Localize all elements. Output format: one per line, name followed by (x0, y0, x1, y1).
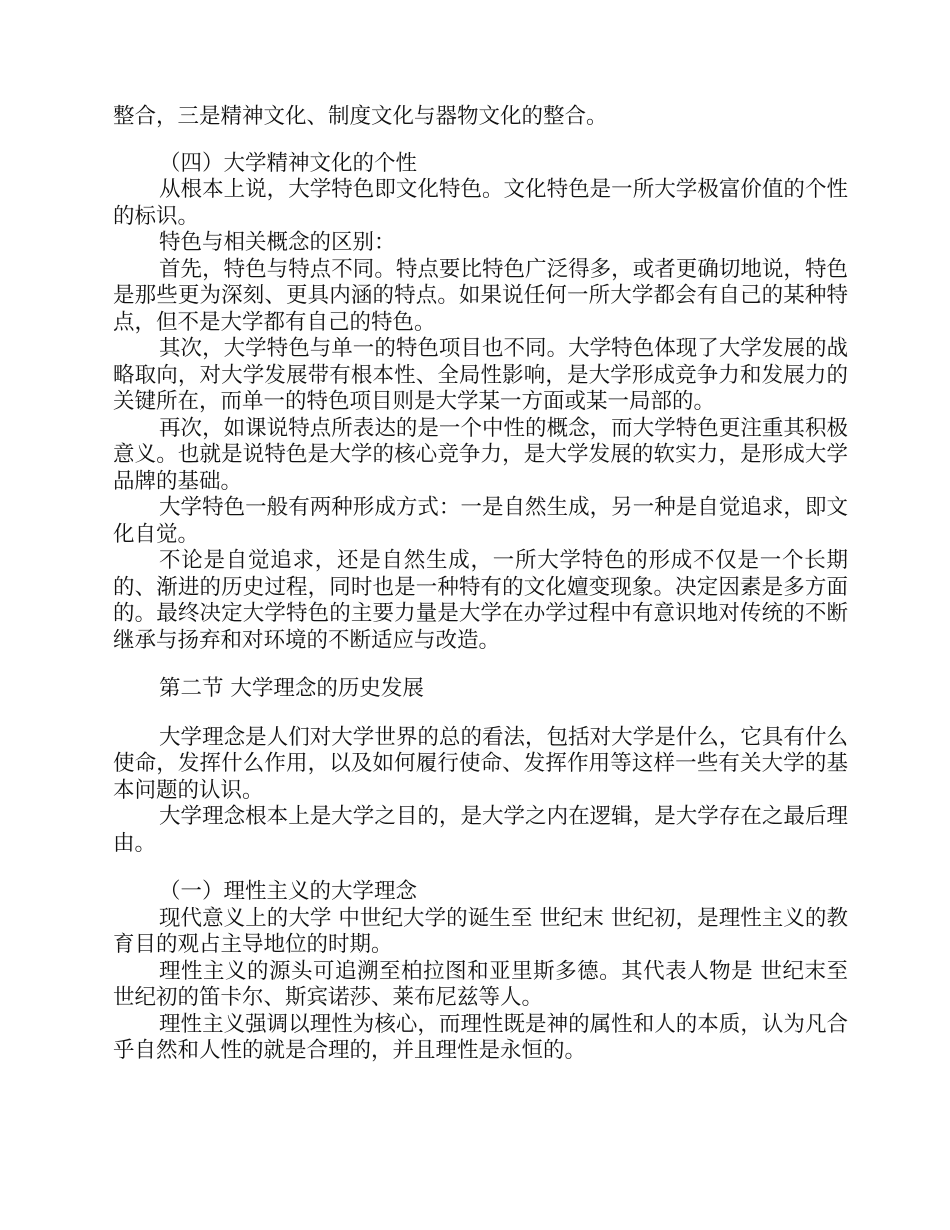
paragraph: 现代意义上的大学 中世纪大学的诞生至 世纪末 世纪初，是理性主义的教育目的观占主导地位的时期。 (113, 905, 848, 957)
paragraph: 特色与相关概念的区别： (159, 230, 396, 255)
paragraph-continuation: 整合，三是精神文化、制度文化与器物文化的整合。 (113, 104, 608, 129)
section-title: 第二节 大学理念的历史发展 (159, 676, 424, 701)
paragraph: 大学特色一般有两种形成方式：一是自然生成，另一种是自觉追求，即文化自觉。 (113, 495, 848, 547)
paragraph: 理性主义强调以理性为核心，而理性既是神的属性和人的本质，认为凡合乎自然和人性的就是合理的，并且理性是永恒的。 (113, 1011, 848, 1063)
paragraph: 从根本上说，大学特色即文化特色。文化特色是一所大学极富价值的个性的标识。 (113, 177, 848, 229)
document-page (113, 104, 848, 1065)
paragraph: 其次，大学特色与单一的特色项目也不同。大学特色体现了大学发展的战略取向，对大学发展带有根本性、全局性影响，是大学形成竞争力和发展力的关键所在，而单一的特色项目则是大学某一方面或某一局部的。 (113, 336, 848, 414)
paragraph: 首先，特色与特点不同。特点要比特色广泛得多，或者更确切地说，特色是那些更为深刻、更具内涵的特点。如果说任何一所大学都会有自己的某种特点，但不是大学都有自己的特色。 (113, 256, 848, 335)
paragraph: 再次，如课说特点所表达的是一个中性的概念，而大学特色更注重其积极意义。也就是说特色是大学的核心竞争力，是大学发展的软实力，是形成大学品牌的基础。 (113, 415, 848, 494)
paragraph: 大学理念是人们对大学世界的总的看法，包括对大学是什么，它具有什么使命，发挥什么作用，以及如何履行使命、发挥作用等这样一些有关大学的基本问题的认识。 (113, 724, 848, 803)
paragraph: 大学理念根本上是大学之目的，是大学之内在逻辑，是大学存在之最后理由。 (113, 804, 848, 856)
paragraph: 理性主义的源头可追溯至柏拉图和亚里斯多德。其代表人物是 世纪末至 世纪初的笛卡尔、斯宾诺莎、莱布尼兹等人。 (113, 958, 848, 1010)
section-heading-4: （四）大学精神文化的个性 (159, 150, 418, 176)
section-heading-1: （一）理性主义的大学理念 (159, 879, 418, 904)
paragraph: 不论是自觉追求，还是自然生成，一所大学特色的形成不仅是一个长期的、渐进的历史过程，同时也是一种特有的文化嬗变现象。决定因素是多方面的。最终决定大学特色的主要力量是大学在办学过程中有意识地对传统的不断继承与扬弃和对环境的不断适应与改造。 (113, 548, 848, 653)
